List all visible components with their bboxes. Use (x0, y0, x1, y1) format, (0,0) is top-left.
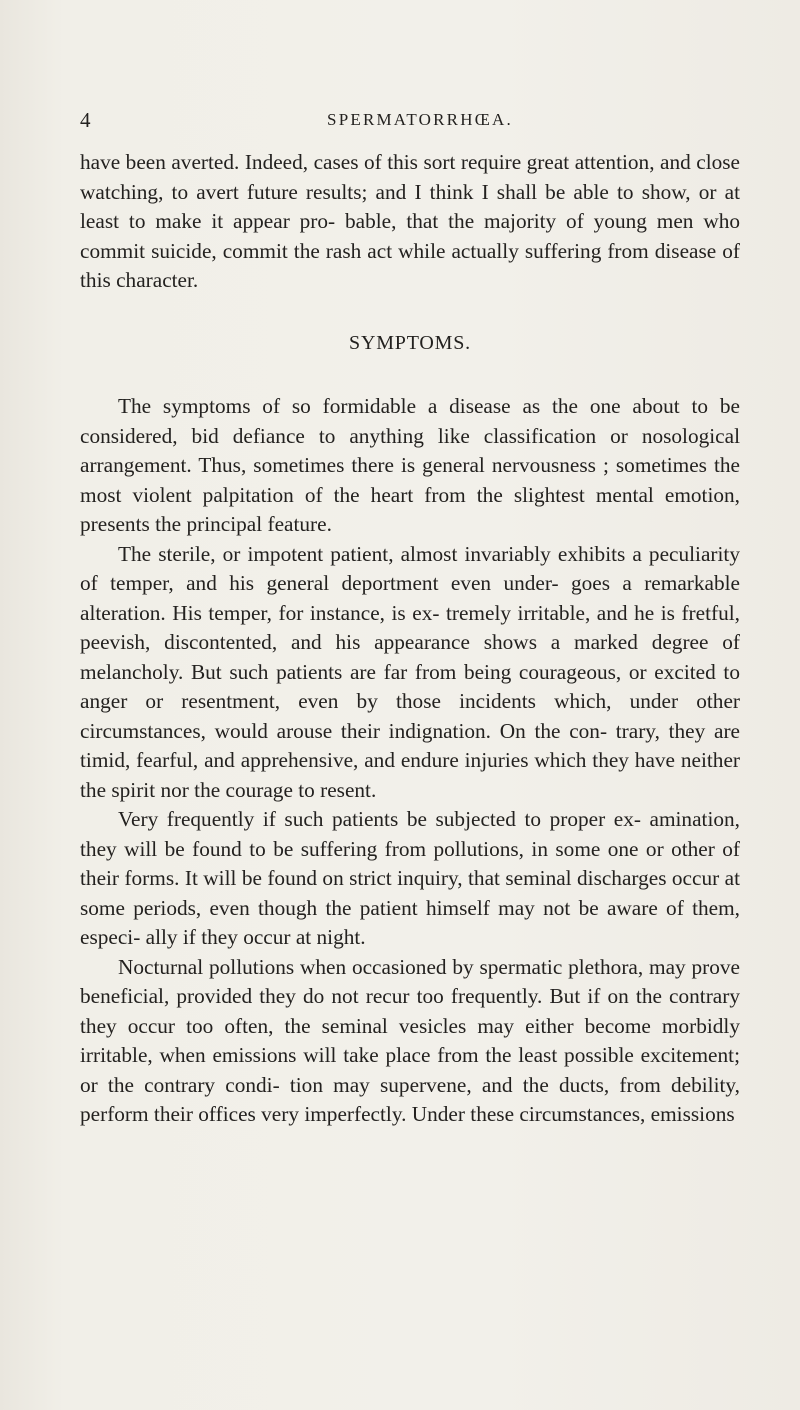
page-header (80, 108, 740, 138)
page-number: 4 (80, 108, 91, 132)
paragraph-2: The symptoms of so formidable a disease as the one about to be considered, bid defiance to anything like classification or nosological arrangement. Thus, sometimes there is general nervousness ; sometimes the most violent palpitation of the heart from the slightest mental emotion, presents the principal feature. (80, 394, 740, 536)
body-text (80, 148, 740, 1130)
running-head: SPERMATORRHŒA. (327, 110, 513, 129)
paragraph-1: have been averted. Indeed, cases of this sort require great attention, and close watching, to avert future results; and I think I shall be able to show, or at least to make it appear pro- bable, that the majority of young men who commit suicide, commit the rash act while actually suffering from disease of this character. (80, 150, 740, 292)
paragraph-5: Nocturnal pollutions when occasioned by spermatic plethora, may prove beneficial, provided they do not recur too frequently. But if on the contrary they occur too often, the seminal vesicles may either become morbidly irritable, when emissions will take place from the least possible excitement; or the contrary condi- tion may supervene, and the ducts, from debility, perform their offices very imperfectly. Under these circumstances, emissions (80, 954, 740, 1126)
section-heading: SYMPTOMS. (349, 331, 471, 354)
paragraph-3: The sterile, or impotent patient, almost invariably exhibits a peculiarity of temper, and his general deportment even under- goes a remarkable alteration. His temper, for instance, is ex- tremely irritable, and he is fretful, peevish, discontented, and his appearance shows a marked degree of melancholy. But such patients are far from being courageous, or excited to anger or resentment, even by those incidents which, under other circumstances, would arouse their indignation. On the con- trary, they are timid, fearful, and apprehensive, and endure injuries which they have neither the spirit nor the courage to resent. (80, 541, 740, 802)
paragraph-4: Very frequently if such patients be subjected to proper ex- amination, they will be found to be suffering from pollutions, in some one or other of their forms. It will be found on strict inquiry, that seminal discharges occur at some periods, even though the patient himself may not be aware of them, especi- ally if they occur at night. (80, 807, 740, 949)
